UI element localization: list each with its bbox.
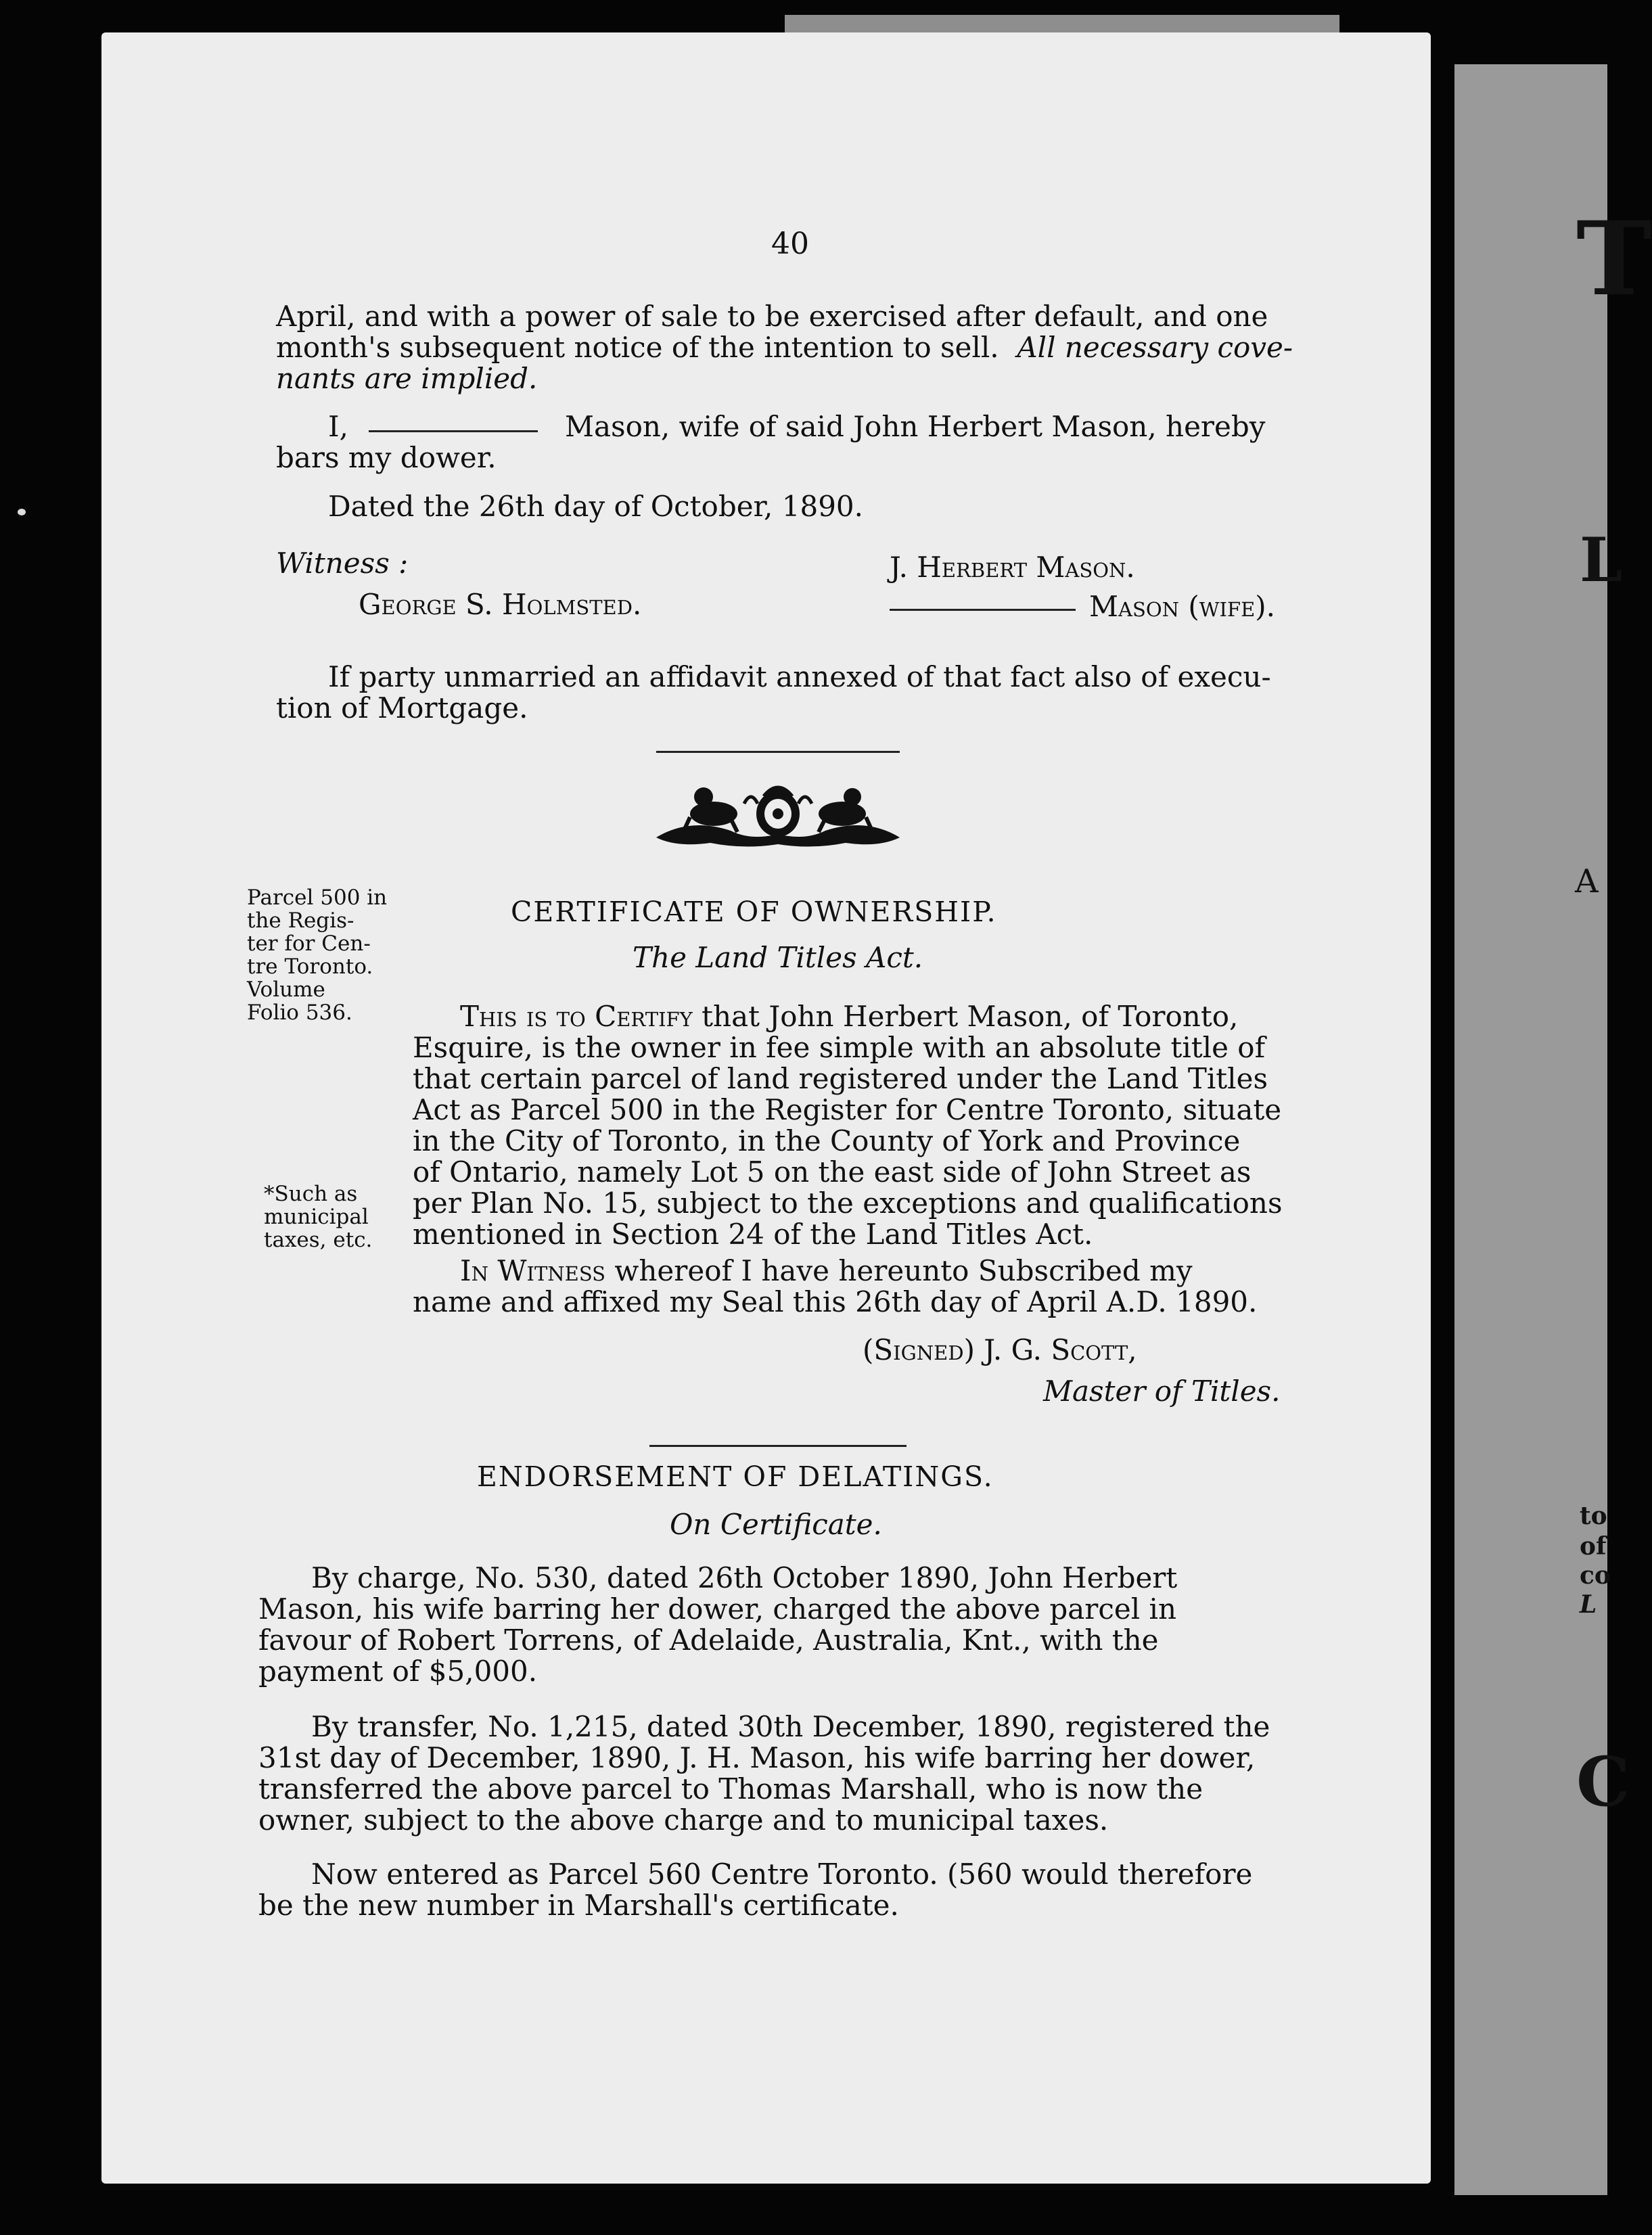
endorsement-title: ENDORSEMENT OF DELATINGS. (477, 1460, 994, 1493)
adjacent-big-letter: T (1576, 200, 1652, 319)
endorsement-p2-line-4: owner, subject to the above charge and to municipal taxes. (258, 1803, 1109, 1837)
certificate-line-4: Act as Parcel 500 in the Register for Centre Toronto, situate (413, 1093, 1282, 1126)
dated-line: Dated the 26th day of October, 1890. (328, 490, 863, 523)
certificate-line-8: mentioned in Section 24 of the Land Titles Act. (413, 1218, 1093, 1251)
signer-1: J. Herbert Mason. (890, 551, 1135, 584)
certificate-line-5: in the City of Toronto, in the County of York and Province (413, 1124, 1241, 1157)
endorsement-p1-line-2: Mason, his wife barring her dower, charged the above parcel in (258, 1592, 1177, 1626)
blank-name-line (369, 430, 538, 432)
margin-note-parcel: Parcel 500 in the Regis- ter for Cen- tre Toronto. Volume Folio 536. (247, 885, 388, 1025)
endorsement-p2-line-2: 31st day of December, 1890, J. H. Mason, his wife barring her dower, (258, 1741, 1256, 1774)
dower-prefix: I, (328, 410, 348, 443)
unmarried-line-2: tion of Mortgage. (276, 691, 528, 724)
royal-crest-ornament (649, 777, 907, 851)
adjacent-l-letter: L (1580, 524, 1623, 596)
adjacent-line-1: to (1580, 1502, 1607, 1530)
dower-line-2: bars my dower. (276, 441, 497, 474)
witness-name: George S. Holmsted. (359, 588, 642, 621)
blank-signature-line (890, 609, 1076, 611)
endorsement-p1-line-3: favour of Robert Torrens, of Adelaide, Australia, Knt., with the (258, 1623, 1159, 1657)
endorsement-p3-line-1: Now entered as Parcel 560 Centre Toronto. (560 would therefore (311, 1858, 1253, 1891)
adjacent-page (1454, 64, 1652, 2195)
endorsement-p1-line-1: By charge, No. 530, dated 26th October 1890, John Herbert (311, 1561, 1178, 1594)
signed-line: (Signed) J. G. Scott, (863, 1333, 1137, 1366)
certificate-subtitle: The Land Titles Act. (633, 941, 923, 974)
document-page (101, 32, 1431, 2184)
endorsement-p2-line-1: By transfer, No. 1,215, dated 30th December, 1890, registered the (311, 1710, 1270, 1743)
section-divider (656, 751, 900, 753)
witness-label: Witness : (276, 547, 409, 580)
signed-title: Master of Titles. (1043, 1375, 1281, 1408)
margin-note-taxes: *Such as municipal taxes, etc. (264, 1182, 373, 1252)
certificate-line-2: Esquire, is the owner in fee simple with an absolute title of (413, 1031, 1266, 1064)
intro-line-1: April, and with a power of sale to be exercised after default, and one (276, 300, 1268, 333)
unmarried-line-1: If party unmarried an affidavit annexed of that fact also of execu- (328, 660, 1271, 693)
adjacent-line-3: co (1580, 1561, 1611, 1590)
section-divider-2 (649, 1445, 907, 1447)
adjacent-a-letter: A (1575, 862, 1599, 900)
page-number: 40 (771, 227, 809, 261)
adjacent-c-letter: C (1576, 1742, 1630, 1822)
endorsement-p3-line-2: be the new number in Marshall's certificate. (258, 1889, 899, 1922)
adjacent-line-2: of (1580, 1532, 1607, 1561)
certificate-line-7: per Plan No. 15, subject to the exceptions and qualifications (413, 1186, 1283, 1220)
certificate-line-1: This is to Certify that John Herbert Mason, of Toronto, (460, 1000, 1239, 1033)
signer-2: Mason (wife). (1089, 590, 1275, 623)
adjacent-line-4: L (1580, 1590, 1597, 1619)
endorsement-subtitle: On Certificate. (670, 1508, 882, 1541)
intro-line-2: month's subsequent notice of the intention to sell. All necessary cove- (276, 331, 1293, 364)
endorsement-p1-line-4: payment of $5,000. (258, 1655, 538, 1688)
certificate-title: CERTIFICATE OF OWNERSHIP. (511, 896, 997, 928)
scan-speck (18, 509, 26, 515)
intro-line-3: nants are implied. (276, 362, 538, 395)
dower-suffix: Mason, wife of said John Herbert Mason, hereby (565, 410, 1266, 443)
certificate-witness-line-1: In Witness whereof I have hereunto Subscribed my (460, 1254, 1193, 1287)
certificate-line-3: that certain parcel of land registered under the Land Titles (413, 1062, 1268, 1095)
certificate-witness-line-2: name and affixed my Seal this 26th day of April A.D. 1890. (413, 1285, 1258, 1318)
certificate-line-6: of Ontario, namely Lot 5 on the east side of John Street as (413, 1155, 1252, 1189)
endorsement-p2-line-3: transferred the above parcel to Thomas Marshall, who is now the (258, 1772, 1203, 1805)
